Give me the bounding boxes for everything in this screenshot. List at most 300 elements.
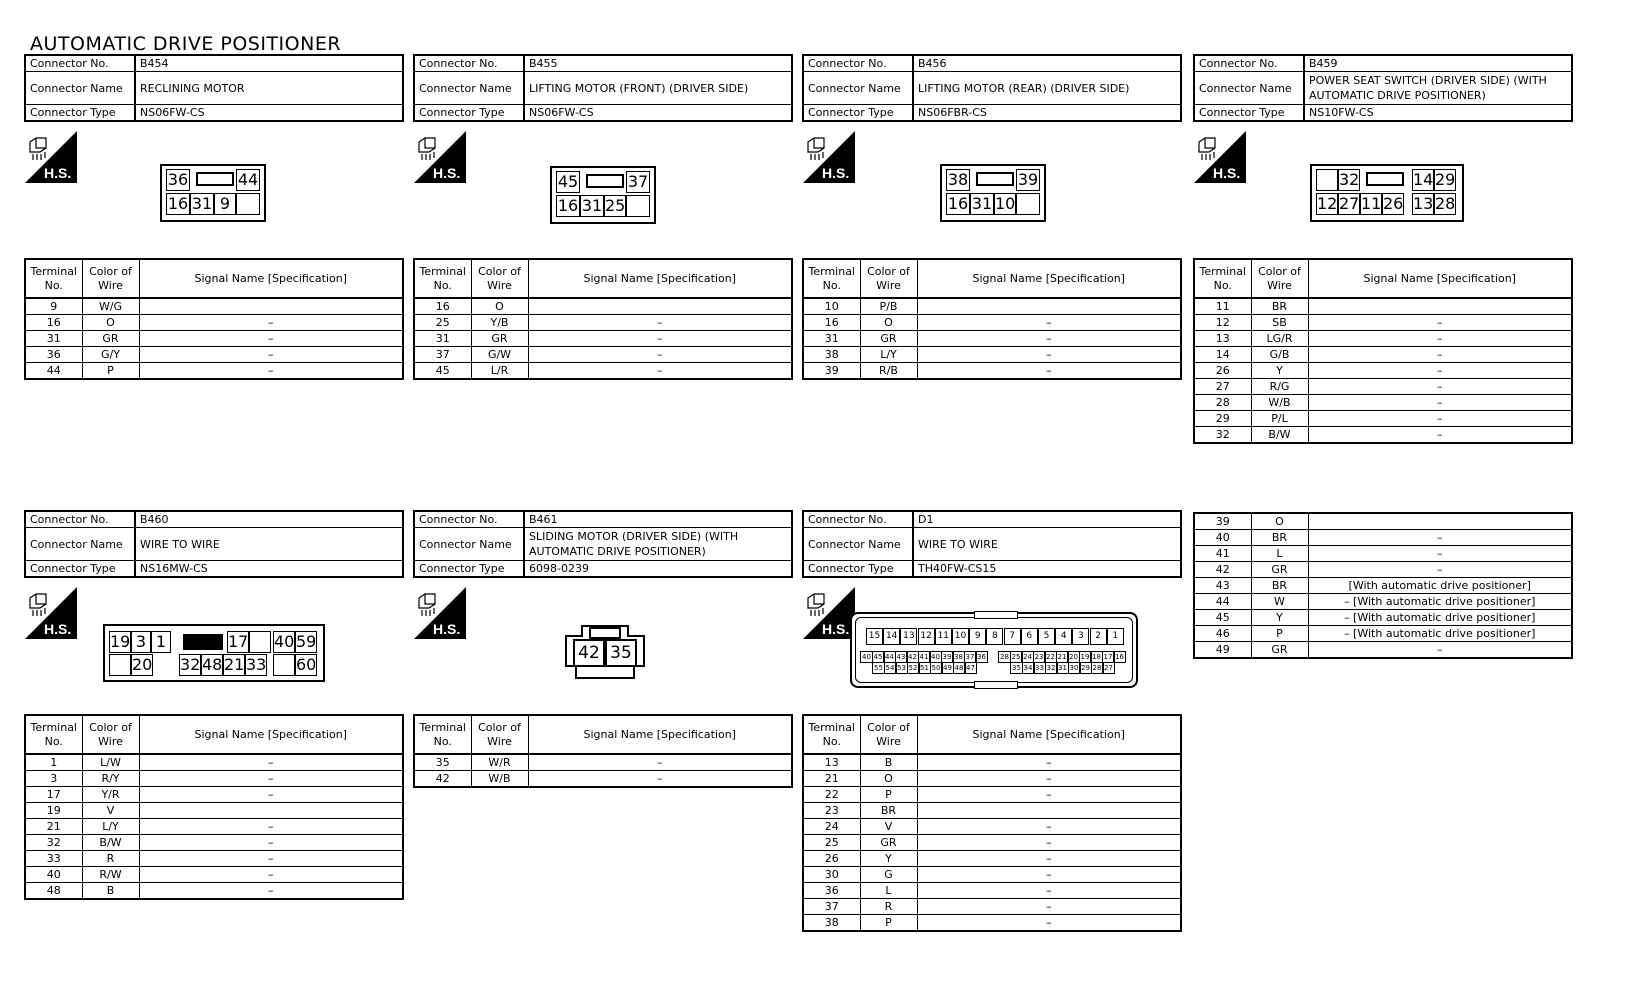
- table-row: [803, 298, 1181, 315]
- wire-color: SB: [1251, 315, 1308, 331]
- signal-name-header: Signal Name [Specification]: [528, 259, 792, 298]
- connector-no-label: Connector No.: [803, 55, 913, 72]
- terminal-pin: 49: [941, 662, 954, 674]
- signal-name-header: Signal Name [Specification]: [139, 715, 403, 754]
- signal-name: –: [139, 867, 403, 883]
- terminal-no: 48: [25, 883, 82, 900]
- terminal-pin: 48: [953, 662, 966, 674]
- terminal-pin: 14: [883, 628, 900, 645]
- signal-name: –: [917, 915, 1181, 932]
- terminal-pin: 60: [296, 655, 317, 674]
- connector-no-value: D1: [913, 511, 1181, 528]
- svg-text:H.S.: H.S.: [44, 621, 72, 637]
- terminal-pin: 27: [1339, 194, 1360, 213]
- wire-color: Y/R: [82, 787, 139, 803]
- terminal-pin: 20: [132, 655, 153, 674]
- signal-name: [With automatic drive positioner]: [1308, 578, 1572, 594]
- connector-name-label: Connector Name: [25, 528, 135, 561]
- signal-name: –: [917, 851, 1181, 867]
- terminal-pin: 38: [952, 651, 965, 663]
- signal-name: –: [917, 754, 1181, 771]
- signal-name: –: [139, 754, 403, 771]
- signal-name: –: [1308, 562, 1572, 578]
- terminal-pin: 35: [610, 643, 632, 663]
- terminal-pin: 30: [1068, 662, 1081, 674]
- connector-no-label: Connector No.: [414, 511, 524, 528]
- terminal-no: 21: [25, 819, 82, 835]
- signal-name-header: Signal Name [Specification]: [917, 715, 1181, 754]
- terminal-pin: 27: [1102, 662, 1115, 674]
- terminal-no: 31: [803, 331, 860, 347]
- terminal-no: 45: [1194, 610, 1251, 626]
- terminal-no: 16: [803, 315, 860, 331]
- wire-color: W: [1251, 594, 1308, 610]
- terminal-pin: 5: [1038, 628, 1055, 645]
- table-row: [803, 803, 1181, 819]
- terminal-pin: 34: [1022, 662, 1035, 674]
- signal-name: –: [917, 347, 1181, 363]
- signal-name: –: [917, 331, 1181, 347]
- table-row: [414, 331, 792, 347]
- connector-no-value: B454: [135, 55, 403, 72]
- connector-type-label: Connector Type: [414, 561, 524, 578]
- wire-color: GR: [860, 331, 917, 347]
- table-row: [1194, 411, 1572, 427]
- signal-name: –: [139, 819, 403, 835]
- terminal-pin: 7: [1004, 628, 1021, 645]
- terminal-no: 36: [25, 347, 82, 363]
- connector-face: [103, 624, 325, 682]
- wire-color: P/L: [1251, 411, 1308, 427]
- terminal-table: [24, 258, 404, 380]
- table-row: [1194, 379, 1572, 395]
- signal-name: –: [528, 347, 792, 363]
- terminal-pin: 13: [900, 628, 917, 645]
- terminal-pin: 44: [883, 651, 896, 663]
- terminal-no: 9: [25, 298, 82, 315]
- terminal-pin: 35: [1010, 662, 1023, 674]
- terminal-pin: 43: [895, 651, 908, 663]
- table-row: [803, 771, 1181, 787]
- wire-color: BR: [1251, 298, 1308, 315]
- table-row: [414, 298, 792, 315]
- terminal-pin: 9: [969, 628, 986, 645]
- terminal-pin: 14: [1413, 170, 1434, 189]
- terminal-pin: [1316, 169, 1338, 191]
- table-row: [1194, 513, 1572, 530]
- signal-name-header: Signal Name [Specification]: [528, 715, 792, 754]
- terminal-no: 36: [803, 883, 860, 899]
- wire-color: P: [1251, 626, 1308, 642]
- terminal-pin: 18: [1090, 651, 1103, 663]
- signal-name: –: [528, 363, 792, 380]
- connector-type-value: NS10FW-CS: [1304, 105, 1572, 122]
- color-of-wire-header: Color of Wire: [1251, 259, 1308, 298]
- terminal-no: 28: [1194, 395, 1251, 411]
- table-row: [1194, 642, 1572, 659]
- table-row: [803, 835, 1181, 851]
- harness-side-icon: [802, 586, 856, 640]
- connector-no-value: B460: [135, 511, 403, 528]
- wire-color: GR: [860, 835, 917, 851]
- wire-color: P: [860, 915, 917, 932]
- table-row: [1194, 530, 1572, 546]
- terminal-pin: 24: [1021, 651, 1034, 663]
- terminal-pin: 29: [1079, 662, 1092, 674]
- signal-name: –: [1308, 347, 1572, 363]
- connector-name-label: Connector Name: [803, 72, 913, 105]
- connector-name-label: Connector Name: [25, 72, 135, 105]
- terminal-pin: 16: [167, 194, 189, 213]
- terminal-pin: [273, 654, 295, 676]
- connector-header: [1193, 54, 1573, 122]
- wire-color: LG/R: [1251, 331, 1308, 347]
- wire-color: Y: [1251, 363, 1308, 379]
- wire-color: P/B: [860, 298, 917, 315]
- svg-text:H.S.: H.S.: [822, 621, 850, 637]
- signal-name: –: [528, 315, 792, 331]
- terminal-pin: 59: [296, 632, 317, 651]
- svg-text:H.S.: H.S.: [433, 165, 461, 181]
- signal-name: –: [1308, 363, 1572, 379]
- connector-header: [802, 510, 1182, 578]
- table-row: [25, 835, 403, 851]
- terminal-pin: 42: [578, 643, 600, 663]
- terminal-no: 24: [803, 819, 860, 835]
- table-row: [25, 331, 403, 347]
- signal-name: –: [139, 835, 403, 851]
- connector-type-value: NS06FBR-CS: [913, 105, 1181, 122]
- terminal-no: 41: [1194, 546, 1251, 562]
- wire-color: V: [82, 803, 139, 819]
- wire-color: BR: [1251, 530, 1308, 546]
- connector-lock: [183, 634, 223, 650]
- terminal-no: 37: [803, 899, 860, 915]
- signal-name: –: [917, 867, 1181, 883]
- wire-color: Y: [1251, 610, 1308, 626]
- terminal-no: 16: [25, 315, 82, 331]
- table-row: [1194, 298, 1572, 315]
- terminal-pin: [626, 195, 650, 217]
- terminal-no: 25: [414, 315, 471, 331]
- terminal-pin: 26: [1383, 194, 1404, 213]
- table-row: [1194, 331, 1572, 347]
- terminal-pin: 47: [964, 662, 977, 674]
- terminal-pin: 33: [1033, 662, 1046, 674]
- table-row: [25, 819, 403, 835]
- harness-side-icon: [24, 130, 78, 184]
- wire-color: R/G: [1251, 379, 1308, 395]
- wire-color: R/B: [860, 363, 917, 380]
- connector-lock: [196, 172, 234, 186]
- terminal-no-header: Terminal No.: [1194, 259, 1251, 298]
- wire-color: BR: [860, 803, 917, 819]
- terminal-no: 21: [803, 771, 860, 787]
- color-of-wire-header: Color of Wire: [82, 259, 139, 298]
- harness-side-icon: [413, 586, 467, 640]
- signal-name-header: Signal Name [Specification]: [139, 259, 403, 298]
- terminal-table: [802, 258, 1182, 380]
- svg-text:H.S.: H.S.: [433, 621, 461, 637]
- wire-color: V: [860, 819, 917, 835]
- color-of-wire-header: Color of Wire: [860, 259, 917, 298]
- connector-type-label: Connector Type: [414, 105, 524, 122]
- table-row: [1194, 546, 1572, 562]
- terminal-no: 39: [803, 363, 860, 380]
- signal-name: –: [139, 331, 403, 347]
- terminal-pin: 31: [1056, 662, 1069, 674]
- terminal-no: 31: [414, 331, 471, 347]
- table-row: [803, 315, 1181, 331]
- table-row: [414, 363, 792, 380]
- connector-header: [24, 54, 404, 122]
- terminal-pin: 44: [237, 170, 259, 189]
- connector-no-label: Connector No.: [25, 511, 135, 528]
- signal-name: –: [917, 899, 1181, 915]
- terminal-no: 13: [1194, 331, 1251, 347]
- signal-name: –: [917, 771, 1181, 787]
- terminal-pin: 11: [1361, 194, 1382, 213]
- connector-type-label: Connector Type: [1194, 105, 1304, 122]
- signal-name: –: [139, 883, 403, 900]
- terminal-pin: 45: [872, 651, 885, 663]
- harness-side-icon: [802, 130, 856, 184]
- terminal-no: 39: [1194, 513, 1251, 530]
- terminal-no: 16: [414, 298, 471, 315]
- table-row: [25, 883, 403, 900]
- terminal-pin: 1: [151, 631, 171, 653]
- connector-name-label: Connector Name: [414, 72, 524, 105]
- terminal-no: 12: [1194, 315, 1251, 331]
- table-row: [25, 787, 403, 803]
- wire-color: B/W: [82, 835, 139, 851]
- table-row: [1194, 347, 1572, 363]
- harness-side-icon: [24, 586, 78, 640]
- wire-color: GR: [1251, 642, 1308, 659]
- terminal-pin: 33: [246, 655, 267, 674]
- connector-header: [802, 54, 1182, 122]
- table-row: [803, 754, 1181, 771]
- terminal-no: 32: [25, 835, 82, 851]
- table-row: [1194, 594, 1572, 610]
- table-row: [1194, 315, 1572, 331]
- terminal-pin: 36: [975, 651, 988, 663]
- terminal-no: 14: [1194, 347, 1251, 363]
- connector-name-value: RECLINING MOTOR: [135, 72, 403, 105]
- wire-color: GR: [471, 331, 528, 347]
- terminal-no-header: Terminal No.: [414, 715, 471, 754]
- connector-type-label: Connector Type: [25, 561, 135, 578]
- terminal-pin: 40: [860, 651, 873, 663]
- signal-name: [139, 803, 403, 819]
- terminal-pin: 31: [971, 194, 993, 213]
- terminal-pin: 38: [947, 170, 969, 189]
- table-row: [803, 883, 1181, 899]
- connector-face: [940, 164, 1046, 222]
- connector-face: [160, 164, 266, 222]
- table-row: [25, 803, 403, 819]
- terminal-pin: 20: [1067, 651, 1080, 663]
- terminal-no: 38: [803, 347, 860, 363]
- terminal-pin: [236, 193, 260, 215]
- wire-color: W/B: [1251, 395, 1308, 411]
- terminal-pin: 15: [866, 628, 883, 645]
- terminal-no: 44: [1194, 594, 1251, 610]
- terminal-pin: 16: [947, 194, 969, 213]
- signal-name: –: [1308, 315, 1572, 331]
- table-row: [803, 819, 1181, 835]
- color-of-wire-header: Color of Wire: [860, 715, 917, 754]
- terminal-pin: 28: [1091, 662, 1104, 674]
- connector-name-value: SLIDING MOTOR (DRIVER SIDE) (WITH AUTOMATIC DRIVE POSITIONER): [524, 528, 792, 561]
- terminal-table: [802, 714, 1182, 932]
- signal-name: [1308, 298, 1572, 315]
- terminal-no: 42: [1194, 562, 1251, 578]
- signal-name: –: [1308, 427, 1572, 444]
- signal-name: – [With automatic drive positioner]: [1308, 626, 1572, 642]
- connector-header: [413, 54, 793, 122]
- connector-type-value: 6098-0239: [524, 561, 792, 578]
- signal-name: –: [1308, 411, 1572, 427]
- terminal-pin: 41: [918, 651, 931, 663]
- terminal-pin: 40: [929, 651, 942, 663]
- terminal-no: 26: [803, 851, 860, 867]
- connector-name-value: WIRE TO WIRE: [135, 528, 403, 561]
- terminal-pin: 1: [1107, 628, 1124, 645]
- connector-name-value: WIRE TO WIRE: [913, 528, 1181, 561]
- wire-color: BR: [1251, 578, 1308, 594]
- wire-color: B: [82, 883, 139, 900]
- terminal-pin: 13: [1413, 194, 1434, 213]
- table-row: [25, 867, 403, 883]
- connector-lock: [976, 172, 1014, 186]
- terminal-pin: 55: [872, 662, 885, 674]
- terminal-table: [1193, 512, 1573, 659]
- wire-color: P: [860, 787, 917, 803]
- connector-no-label: Connector No.: [803, 511, 913, 528]
- signal-name: –: [917, 883, 1181, 899]
- table-row: [25, 771, 403, 787]
- wire-color: G/W: [471, 347, 528, 363]
- table-row: [1194, 427, 1572, 444]
- svg-text:H.S.: H.S.: [44, 165, 72, 181]
- connector-face: [1310, 164, 1464, 222]
- terminal-no: 3: [25, 771, 82, 787]
- table-row: [803, 851, 1181, 867]
- terminal-pin: 22: [1044, 651, 1057, 663]
- wire-color: G/Y: [82, 347, 139, 363]
- signal-name-header: Signal Name [Specification]: [1308, 259, 1572, 298]
- signal-name: [528, 298, 792, 315]
- terminal-no: 1: [25, 754, 82, 771]
- signal-name: –: [139, 315, 403, 331]
- terminal-no: 37: [414, 347, 471, 363]
- signal-name: [1308, 513, 1572, 530]
- connector-lock: [586, 174, 624, 188]
- terminal-no: 13: [803, 754, 860, 771]
- terminal-pin: [109, 654, 131, 676]
- terminal-no: 10: [803, 298, 860, 315]
- terminal-pin: 12: [918, 628, 935, 645]
- terminal-no: 40: [25, 867, 82, 883]
- terminal-no-header: Terminal No.: [803, 259, 860, 298]
- terminal-pin: 10: [995, 194, 1016, 213]
- terminal-pin: 48: [202, 655, 223, 674]
- signal-name: –: [917, 787, 1181, 803]
- terminal-pin: 32: [1045, 662, 1058, 674]
- terminal-no: 26: [1194, 363, 1251, 379]
- connector-no-label: Connector No.: [1194, 55, 1304, 72]
- wire-color: O: [860, 315, 917, 331]
- terminal-pin: 29: [1435, 170, 1456, 189]
- table-row: [414, 771, 792, 788]
- wire-color: G/B: [1251, 347, 1308, 363]
- table-row: [803, 867, 1181, 883]
- wire-color: L: [1251, 546, 1308, 562]
- signal-name-header: Signal Name [Specification]: [917, 259, 1181, 298]
- signal-name: –: [139, 787, 403, 803]
- connector-face: [550, 166, 656, 224]
- signal-name: –: [1308, 546, 1572, 562]
- connector-type-value: NS16MW-CS: [135, 561, 403, 578]
- terminal-pin: 12: [1317, 194, 1338, 213]
- signal-name: –: [139, 851, 403, 867]
- signal-name: –: [917, 835, 1181, 851]
- terminal-pin: 23: [1033, 651, 1046, 663]
- connector-type-label: Connector Type: [803, 561, 913, 578]
- signal-name: –: [1308, 331, 1572, 347]
- connector-name-value: POWER SEAT SWITCH (DRIVER SIDE) (WITH AUTOMATIC DRIVE POSITIONER): [1304, 72, 1572, 105]
- connector-no-value: B461: [524, 511, 792, 528]
- terminal-pin: 52: [907, 662, 920, 674]
- table-row: [25, 363, 403, 380]
- terminal-pin: 51: [918, 662, 931, 674]
- table-row: [25, 298, 403, 315]
- wire-color: L/Y: [860, 347, 917, 363]
- terminal-no: 27: [1194, 379, 1251, 395]
- color-of-wire-header: Color of Wire: [471, 259, 528, 298]
- signal-name: –: [528, 331, 792, 347]
- connector-no-label: Connector No.: [414, 55, 524, 72]
- table-row: [803, 899, 1181, 915]
- terminal-pin: 16: [1113, 651, 1126, 663]
- terminal-no: 23: [803, 803, 860, 819]
- connector-type-value: TH40FW-CS15: [913, 561, 1181, 578]
- terminal-no: 46: [1194, 626, 1251, 642]
- table-row: [25, 851, 403, 867]
- wire-color: P: [82, 363, 139, 380]
- svg-text:H.S.: H.S.: [822, 165, 850, 181]
- terminal-no: 43: [1194, 578, 1251, 594]
- terminal-no: 30: [803, 867, 860, 883]
- terminal-table: [1193, 258, 1573, 444]
- terminal-pin: [1016, 193, 1040, 215]
- table-row: [1194, 626, 1572, 642]
- terminal-no-header: Terminal No.: [25, 715, 82, 754]
- terminal-pin: 54: [884, 662, 897, 674]
- connector-type-label: Connector Type: [803, 105, 913, 122]
- connector-type-label: Connector Type: [25, 105, 135, 122]
- terminal-pin: 16: [557, 196, 579, 215]
- connector-name-label: Connector Name: [414, 528, 524, 561]
- wire-color: O: [860, 771, 917, 787]
- table-row: [25, 347, 403, 363]
- signal-name: –: [917, 363, 1181, 380]
- terminal-table: [413, 714, 793, 788]
- terminal-no: 40: [1194, 530, 1251, 546]
- terminal-pin: 11: [935, 628, 952, 645]
- terminal-pin: 37: [627, 172, 649, 191]
